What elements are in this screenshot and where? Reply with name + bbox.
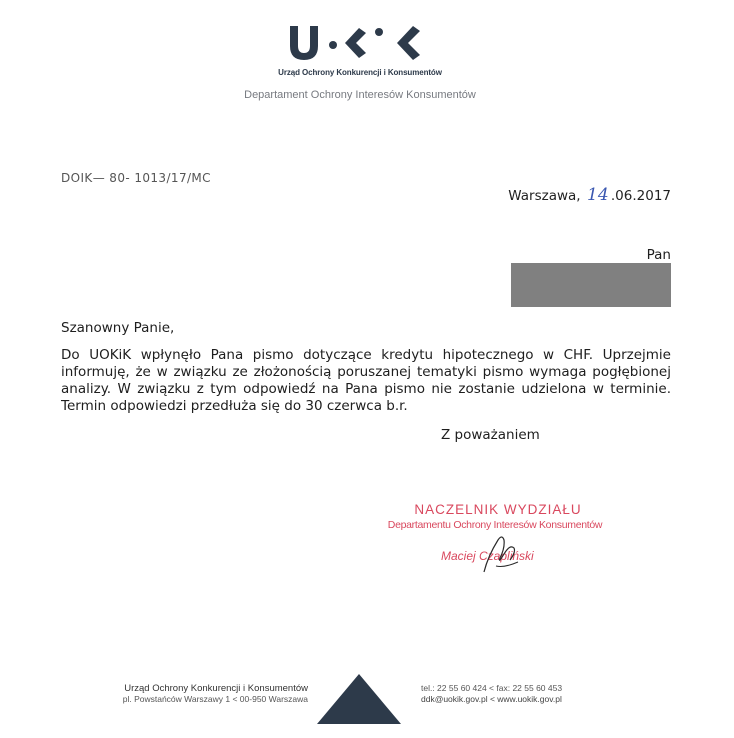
salutation: Szanowny Panie, bbox=[61, 320, 175, 336]
handwritten-day: 14 bbox=[587, 185, 609, 205]
reference-number: DOIK— 80- 1013/17/MC bbox=[61, 171, 211, 185]
footer-triangle-icon bbox=[317, 674, 401, 724]
footer-street: pl. Powstańców Warszawy 1 < 00-950 Warszawa bbox=[122, 694, 308, 704]
signature-title: NACZELNIK WYDZIAŁU bbox=[414, 502, 582, 517]
handwritten-signature bbox=[474, 526, 524, 576]
uokik-logo bbox=[283, 20, 433, 66]
footer-address bbox=[123, 683, 308, 705]
footer-phone: tel.: 22 55 60 424 < fax: 22 55 60 453 bbox=[421, 683, 563, 693]
place-date bbox=[508, 185, 671, 205]
footer-org: Urząd Ochrony Konkurencji i Konsumentów bbox=[124, 683, 308, 694]
footer-email-web: ddk@uokik.gov.pl < www.uokik.gov.pl bbox=[421, 694, 562, 704]
recipient-title: Pan bbox=[646, 247, 671, 263]
date-suffix: .06.2017 bbox=[610, 188, 671, 204]
logo-subtitle: Urząd Ochrony Konkurencji i Konsumentów bbox=[278, 68, 442, 77]
signature-name: Maciej Czapliński bbox=[441, 549, 534, 563]
footer-contact bbox=[421, 683, 562, 705]
department-heading: Departament Ochrony Interesów Konsumentów bbox=[244, 89, 476, 101]
letter-body: Do UOKiK wpłynęło Pana pismo dotyczące kredytu hipotecznego w CHF. Uprzejmie informuję, że w związku ze złożonością poruszanej tematyki pismo wymaga pogłębionej analizy. W związku z tym odpowiedź na Pana pismo nie zostanie udzielona w terminie. Termin odpowiedzi przedłuża się do 30 czerwca b.r. bbox=[61, 347, 671, 414]
signature-department: Departamentu Ochrony Interesów Konsumentów bbox=[387, 519, 603, 531]
closing: Z poważaniem bbox=[441, 427, 540, 443]
redacted-recipient bbox=[511, 263, 671, 307]
place: Warszawa, bbox=[508, 188, 581, 204]
